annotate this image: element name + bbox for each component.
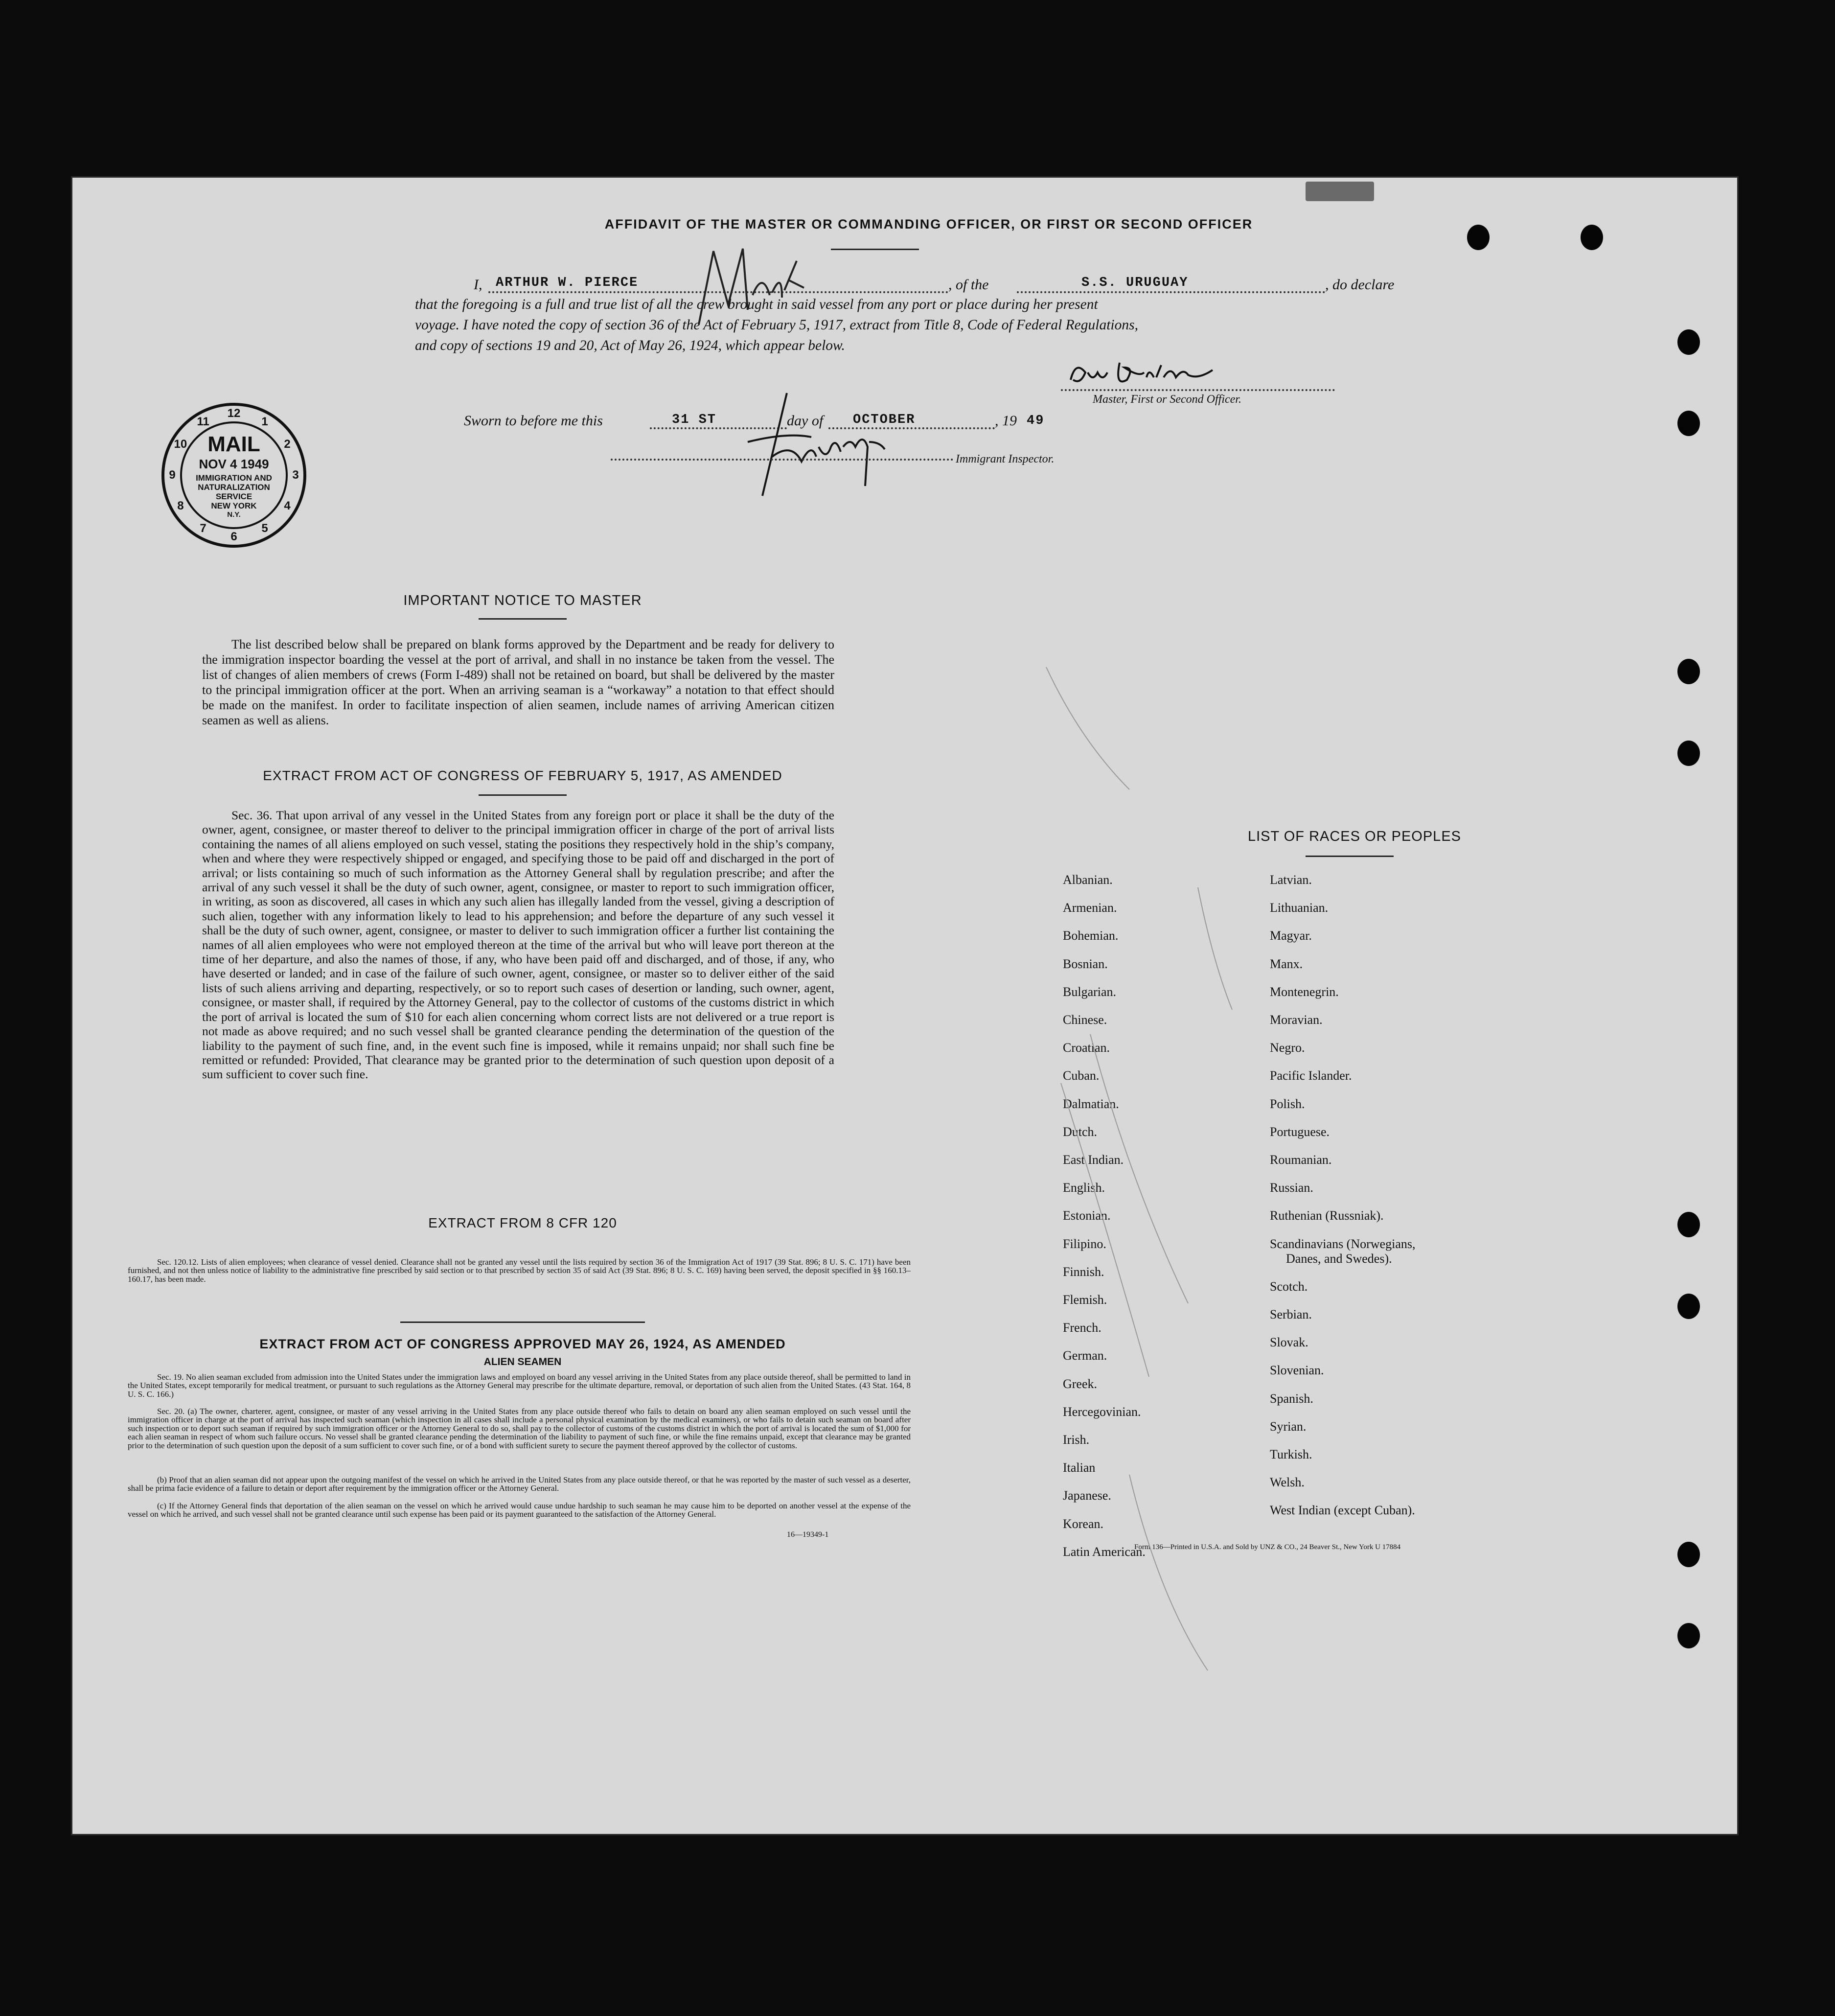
- punch-hole: [1677, 1212, 1700, 1237]
- race-item: Moravian.: [1270, 1013, 1323, 1027]
- race-item: Greek.: [1063, 1376, 1098, 1391]
- race-item: Albanian.: [1063, 873, 1113, 887]
- race-item: Slovenian.: [1270, 1363, 1324, 1378]
- affidavit-i-label: I,: [474, 277, 482, 293]
- extract-1917-text: Sec. 36. That upon arrival of any vessel in the United States from any foreign port or place it shall be the duty of the owner, agent, consignee, or master thereof to deliver to the principal immigration officer in charge of the port of arrival lists containing the names of all aliens employed on such vessel, stating the positions they respectively hold in the ship’s company, when and where they were respectively shipped or engaged, and specifying those to be paid off and discharged in the port of arrival; or lists containing so much of such information as the Attorney General shall by regulation prescribe; and after the arrival of any such vessel it shall be the duty of such owner, agent, consignee, or master to report to such immigration officer, in writing, as soon as discovered, all cases in which any such alien has illegally landed from the vessel, giving a description of such alien, together with any information likely to lead to his apprehension; and before the departure of any such vessel it shall be the duty of such owner, agent, consignee, or master to deliver to such immigration officer a further list containing the names of all alien employees who were not employed thereon at the time of the arrival but who will leave port thereon at the time of her departure, and also the names of those, if any, who have been paid off and discharged, and of those, if any, who have deserted or landed; and in case of the failure of such owner, agent, consignee, or master so to deliver either of the said lists of such aliens arriving and departing, respectively, or so to report such cases of desertion or landing, such owner, agent, consignee, or master shall, if required by the Attorney General, pay to the collector of customs of the customs district in which the port of arrival is located the sum of $10 for each alien concerning whom correct lists are not delivered or a true report is not made as above required; and no such vessel shall be granted clearance pending the determination of the question of the liability to the payment of such fine, and, in the event such fine is imposed, while it remains unpaid; nor shall such fine be remitted or refunded: Provided, That clearance may be granted prior to the determination of such question upon deposit of a sum sufficient to cover such fine.: [202, 808, 834, 1082]
- punch-hole: [1677, 741, 1700, 766]
- punch-hole: [1677, 411, 1700, 436]
- race-item: Japanese.: [1063, 1488, 1111, 1503]
- sworn-day: 31 ST: [672, 413, 717, 427]
- race-item: Danes, and Swedes).: [1286, 1251, 1392, 1266]
- notice-text: The list described below shall be prepared on blank forms approved by the Department and be ready for delivery to the immigration inspector boarding the vessel at the port of arrival, and shall in no instance be taken from the vessel. The list of changes of alien members of crews (Form I-489) shall not be retained on board, but shall be delivered by the master to the principal immigration officer at the port. When an arriving seaman is a “workaway” a notation to that effect should be made on the manifest. In order to facilitate inspection of alien seamen, include names of arriving American citizen seamen as well as aliens.: [202, 637, 834, 727]
- race-item: Magyar.: [1270, 928, 1312, 943]
- vessel-line: [1017, 291, 1325, 293]
- inspector-signature-line: [611, 459, 953, 461]
- stamp-clock-number: 5: [261, 522, 268, 535]
- race-item: Turkish.: [1270, 1447, 1312, 1461]
- race-item: Finnish.: [1063, 1264, 1104, 1279]
- race-item: Latin American.: [1063, 1544, 1146, 1559]
- punch-hole: [1677, 1294, 1700, 1319]
- notice-title: IMPORTANT NOTICE TO MASTER: [403, 593, 642, 608]
- race-item: Dutch.: [1063, 1124, 1098, 1139]
- race-item: Polish.: [1270, 1096, 1305, 1111]
- sworn-label: Sworn to before me this: [464, 413, 603, 429]
- race-item: Lithuanian.: [1270, 901, 1329, 915]
- extract-1924-sec20a: Sec. 20. (a) The owner, charterer, agent, consignee, or master of any vessel arriving in the United States from any place outside thereof who fails to detain on board any alien seaman employed on such vessel until the immigration officer in charge at the port of arrival has inspected such seaman (which inspection in all cases shall include a personal physical examination by the medical examiners), or who fails to detain such seaman on board after such inspection or to deport such seaman if required by such immigration officer or the Attorney General to do so, shall pay to the collector of customs of the customs district in which the port of arrival is located the sum of $1,000 for each alien seaman in respect of whom such failure occurs. No vessel shall be granted clearance pending the determination of the liability to payment of such fine, or while the fine remains unpaid, except that clearance may be granted prior to the determination of such question upon the deposit of a sum sufficient to cover such fine, or of a bond with sufficient surety to secure the payment thereof approved by the collector of customs.: [128, 1407, 911, 1450]
- race-item: Hercegovinian.: [1063, 1404, 1141, 1419]
- race-item: Scandinavians (Norwegians,: [1270, 1236, 1416, 1251]
- race-item: Slovak.: [1270, 1335, 1308, 1350]
- race-item: Montenegrin.: [1270, 984, 1339, 999]
- stamp-clock-number: 2: [284, 438, 291, 451]
- race-item: Bulgarian.: [1063, 984, 1117, 999]
- affidavit-of-the: , of the: [948, 277, 989, 293]
- extract-1917-title: EXTRACT FROM ACT OF CONGRESS OF FEBRUARY 5, 1917, AS AMENDED: [263, 768, 782, 783]
- stamp-clock-number: 1: [261, 415, 268, 428]
- race-item: German.: [1063, 1348, 1107, 1363]
- sworn-year: 49: [1027, 414, 1045, 428]
- stamp-line-2: NATURALIZATION: [198, 483, 270, 492]
- punch-hole: [1677, 329, 1700, 355]
- inspector-caption: Immigrant Inspector.: [956, 453, 1055, 465]
- race-item: Pacific Islander.: [1270, 1068, 1352, 1083]
- stamp-line-1: IMMIGRATION AND: [196, 473, 272, 483]
- race-item: Ruthenian (Russniak).: [1270, 1208, 1384, 1223]
- stamp-clock-number: 8: [177, 499, 184, 512]
- extract-1924-sec20b: (b) Proof that an alien seaman did not appear upon the outgoing manifest of the vessel on which he arrived in the United States from any place outside thereof, or that he was reported by the master of such vessel as a deserter, shall be prima facie evidence of a failure to detain or deport after requirement by the immigration officer or the Attorney General.: [128, 1475, 911, 1493]
- race-item: Croatian.: [1063, 1041, 1110, 1055]
- race-item: Irish.: [1063, 1433, 1090, 1447]
- master-signature-line: [1061, 389, 1335, 391]
- race-item: Manx.: [1270, 956, 1303, 971]
- races-title: LIST OF RACES OR PEOPLES: [1247, 829, 1462, 844]
- race-item: Armenian.: [1063, 901, 1117, 915]
- race-item: Estonian.: [1063, 1208, 1111, 1223]
- extract-1924-title: EXTRACT FROM ACT OF CONGRESS APPROVED MAY 26, 1924, AS AMENDED: [259, 1337, 786, 1351]
- race-item: Filipino.: [1063, 1236, 1106, 1251]
- extract-1917-rule: [479, 794, 567, 796]
- sworn-month: OCTOBER: [853, 413, 916, 427]
- master-signature: [1066, 358, 1222, 392]
- race-item: Serbian.: [1270, 1307, 1312, 1321]
- extract-1924-code: 16—19349-1: [787, 1530, 829, 1539]
- punch-hole: [1581, 225, 1603, 250]
- sworn-day-of: day of: [787, 413, 824, 429]
- affidavit-body-line-2: voyage. I have noted the copy of section 36 of the Act of February 5, 1917, extract from Title 8, Code of Federal Regulations,: [415, 317, 1138, 333]
- stamp-clock-number: 3: [292, 468, 299, 482]
- race-item: West Indian (except Cuban).: [1270, 1503, 1415, 1518]
- punch-hole: [1677, 1623, 1700, 1648]
- sworn-year-prefix: , 19: [995, 413, 1017, 429]
- punch-hole: [1677, 1542, 1700, 1567]
- stamp-clock-number: 11: [197, 415, 209, 428]
- stamp-clock-number: 9: [169, 468, 176, 482]
- punch-hole: [1677, 659, 1700, 684]
- race-item: Russian.: [1270, 1181, 1313, 1195]
- stamp-line-4: NEW YORK: [211, 501, 257, 510]
- paper-clip: [1306, 182, 1374, 201]
- vessel-name: S.S. URUGUAY: [1081, 276, 1189, 290]
- race-item: Spanish.: [1270, 1391, 1313, 1406]
- stamp-line-5: N.Y.: [227, 510, 241, 519]
- stamp-clock-number: 12: [227, 407, 241, 420]
- cfr-text: Sec. 120.12. Lists of alien employees; when clearance of vessel denied. Clearance shall not be granted any vessel until the lists required by section 36 of the Immigration Act of 1917 (39 Stat. 896; 8 U. S. C. 171) have been furnished, and not then unless notice of liability to the administrative fine prescribed by said section or to that prescribed by section 35 of said Act (39 Stat. 896; 8 U. S. C. 169) having been served, the deposit specified in §§ 160.13–160.17, has been made.: [128, 1257, 911, 1284]
- race-item: Scotch.: [1270, 1279, 1308, 1294]
- form-footer: Form 136—Printed in U.S.A. and Sold by UNZ & CO., 24 Beaver St., New York U 17884: [1134, 1543, 1401, 1551]
- race-item: Welsh.: [1270, 1475, 1305, 1490]
- mail-stamp: [161, 402, 307, 549]
- paper-scratches: [1002, 447, 1589, 1768]
- stamp-mail: MAIL: [207, 432, 260, 456]
- extract-1924-subtitle: ALIEN SEAMEN: [483, 1356, 562, 1367]
- stamp-line-3: SERVICE: [215, 492, 252, 501]
- stamp-date: NOV 4 1949: [199, 457, 269, 471]
- race-item: Flemish.: [1063, 1293, 1107, 1307]
- race-item: French.: [1063, 1321, 1101, 1335]
- race-item: Bohemian.: [1063, 928, 1119, 943]
- extract-1924-sec19: Sec. 19. No alien seaman excluded from admission into the United States under the immigration laws and employed on board any vessel arriving in the United States from any place outside thereof, shall be permitted to land in the United States, except temporarily for medical treatment, or pursuant to such regulations as the Attorney General may prescribe for the ultimate departure, removal, or deportation of such alien from the United States. (43 Stat. 164, 8 U. S. C. 166.): [128, 1372, 911, 1399]
- race-item: Cuban.: [1063, 1068, 1100, 1083]
- race-item: Negro.: [1270, 1041, 1305, 1055]
- master-caption: Master, First or Second Officer.: [1093, 393, 1241, 406]
- stamp-clock-number: 10: [174, 438, 187, 451]
- race-item: East Indian.: [1063, 1153, 1124, 1167]
- punch-hole: [1467, 225, 1490, 250]
- race-item: Chinese.: [1063, 1013, 1107, 1027]
- race-item: Portuguese.: [1270, 1124, 1330, 1139]
- manifest-page: [72, 178, 1737, 1834]
- cfr-title: EXTRACT FROM 8 CFR 120: [428, 1215, 617, 1230]
- notice-rule: [479, 618, 567, 620]
- race-item: Roumanian.: [1270, 1153, 1332, 1167]
- handwritten-master-annotation: [684, 241, 811, 334]
- affidavit-body-line-1: that the foregoing is a full and true list of all the crew brought in said vessel from any port or place during her present: [415, 297, 1098, 312]
- race-item: Bosnian.: [1063, 956, 1108, 971]
- title-rule: [831, 249, 919, 250]
- stamp-clock-number: 7: [200, 522, 206, 535]
- cfr-rule: [400, 1321, 645, 1323]
- master-name: ARTHUR W. PIERCE: [496, 276, 639, 290]
- race-item: Korean.: [1063, 1516, 1104, 1531]
- inspector-signature: [689, 383, 895, 501]
- affidavit-title: AFFIDAVIT OF THE MASTER OR COMMANDING OFFICER, OR FIRST OR SECOND OFFICER: [604, 217, 1253, 232]
- stamp-clock-number: 4: [284, 499, 291, 512]
- stamp-clock-number: 6: [230, 530, 237, 543]
- race-item: English.: [1063, 1181, 1105, 1195]
- extract-1924-sec20c: (c) If the Attorney General finds that deportation of the alien seaman on the vessel on which he arrived would cause undue hardship to such seaman he may cause him to be deported on another vessel at the expense of the vessel on which he arrived, and such vessel shall not be granted clearance until such expense has been paid or its payment guaranteed to the satisfaction of the Attorney General.: [128, 1501, 911, 1519]
- affidavit-body-line-3: and copy of sections 19 and 20, Act of May 26, 1924, which appear below.: [415, 338, 845, 353]
- race-item: Syrian.: [1270, 1419, 1307, 1434]
- affidavit-do-declare: , do declare: [1325, 277, 1395, 293]
- race-item: Italian: [1063, 1460, 1096, 1475]
- race-item: Latvian.: [1270, 873, 1312, 887]
- race-item: Dalmatian.: [1063, 1096, 1119, 1111]
